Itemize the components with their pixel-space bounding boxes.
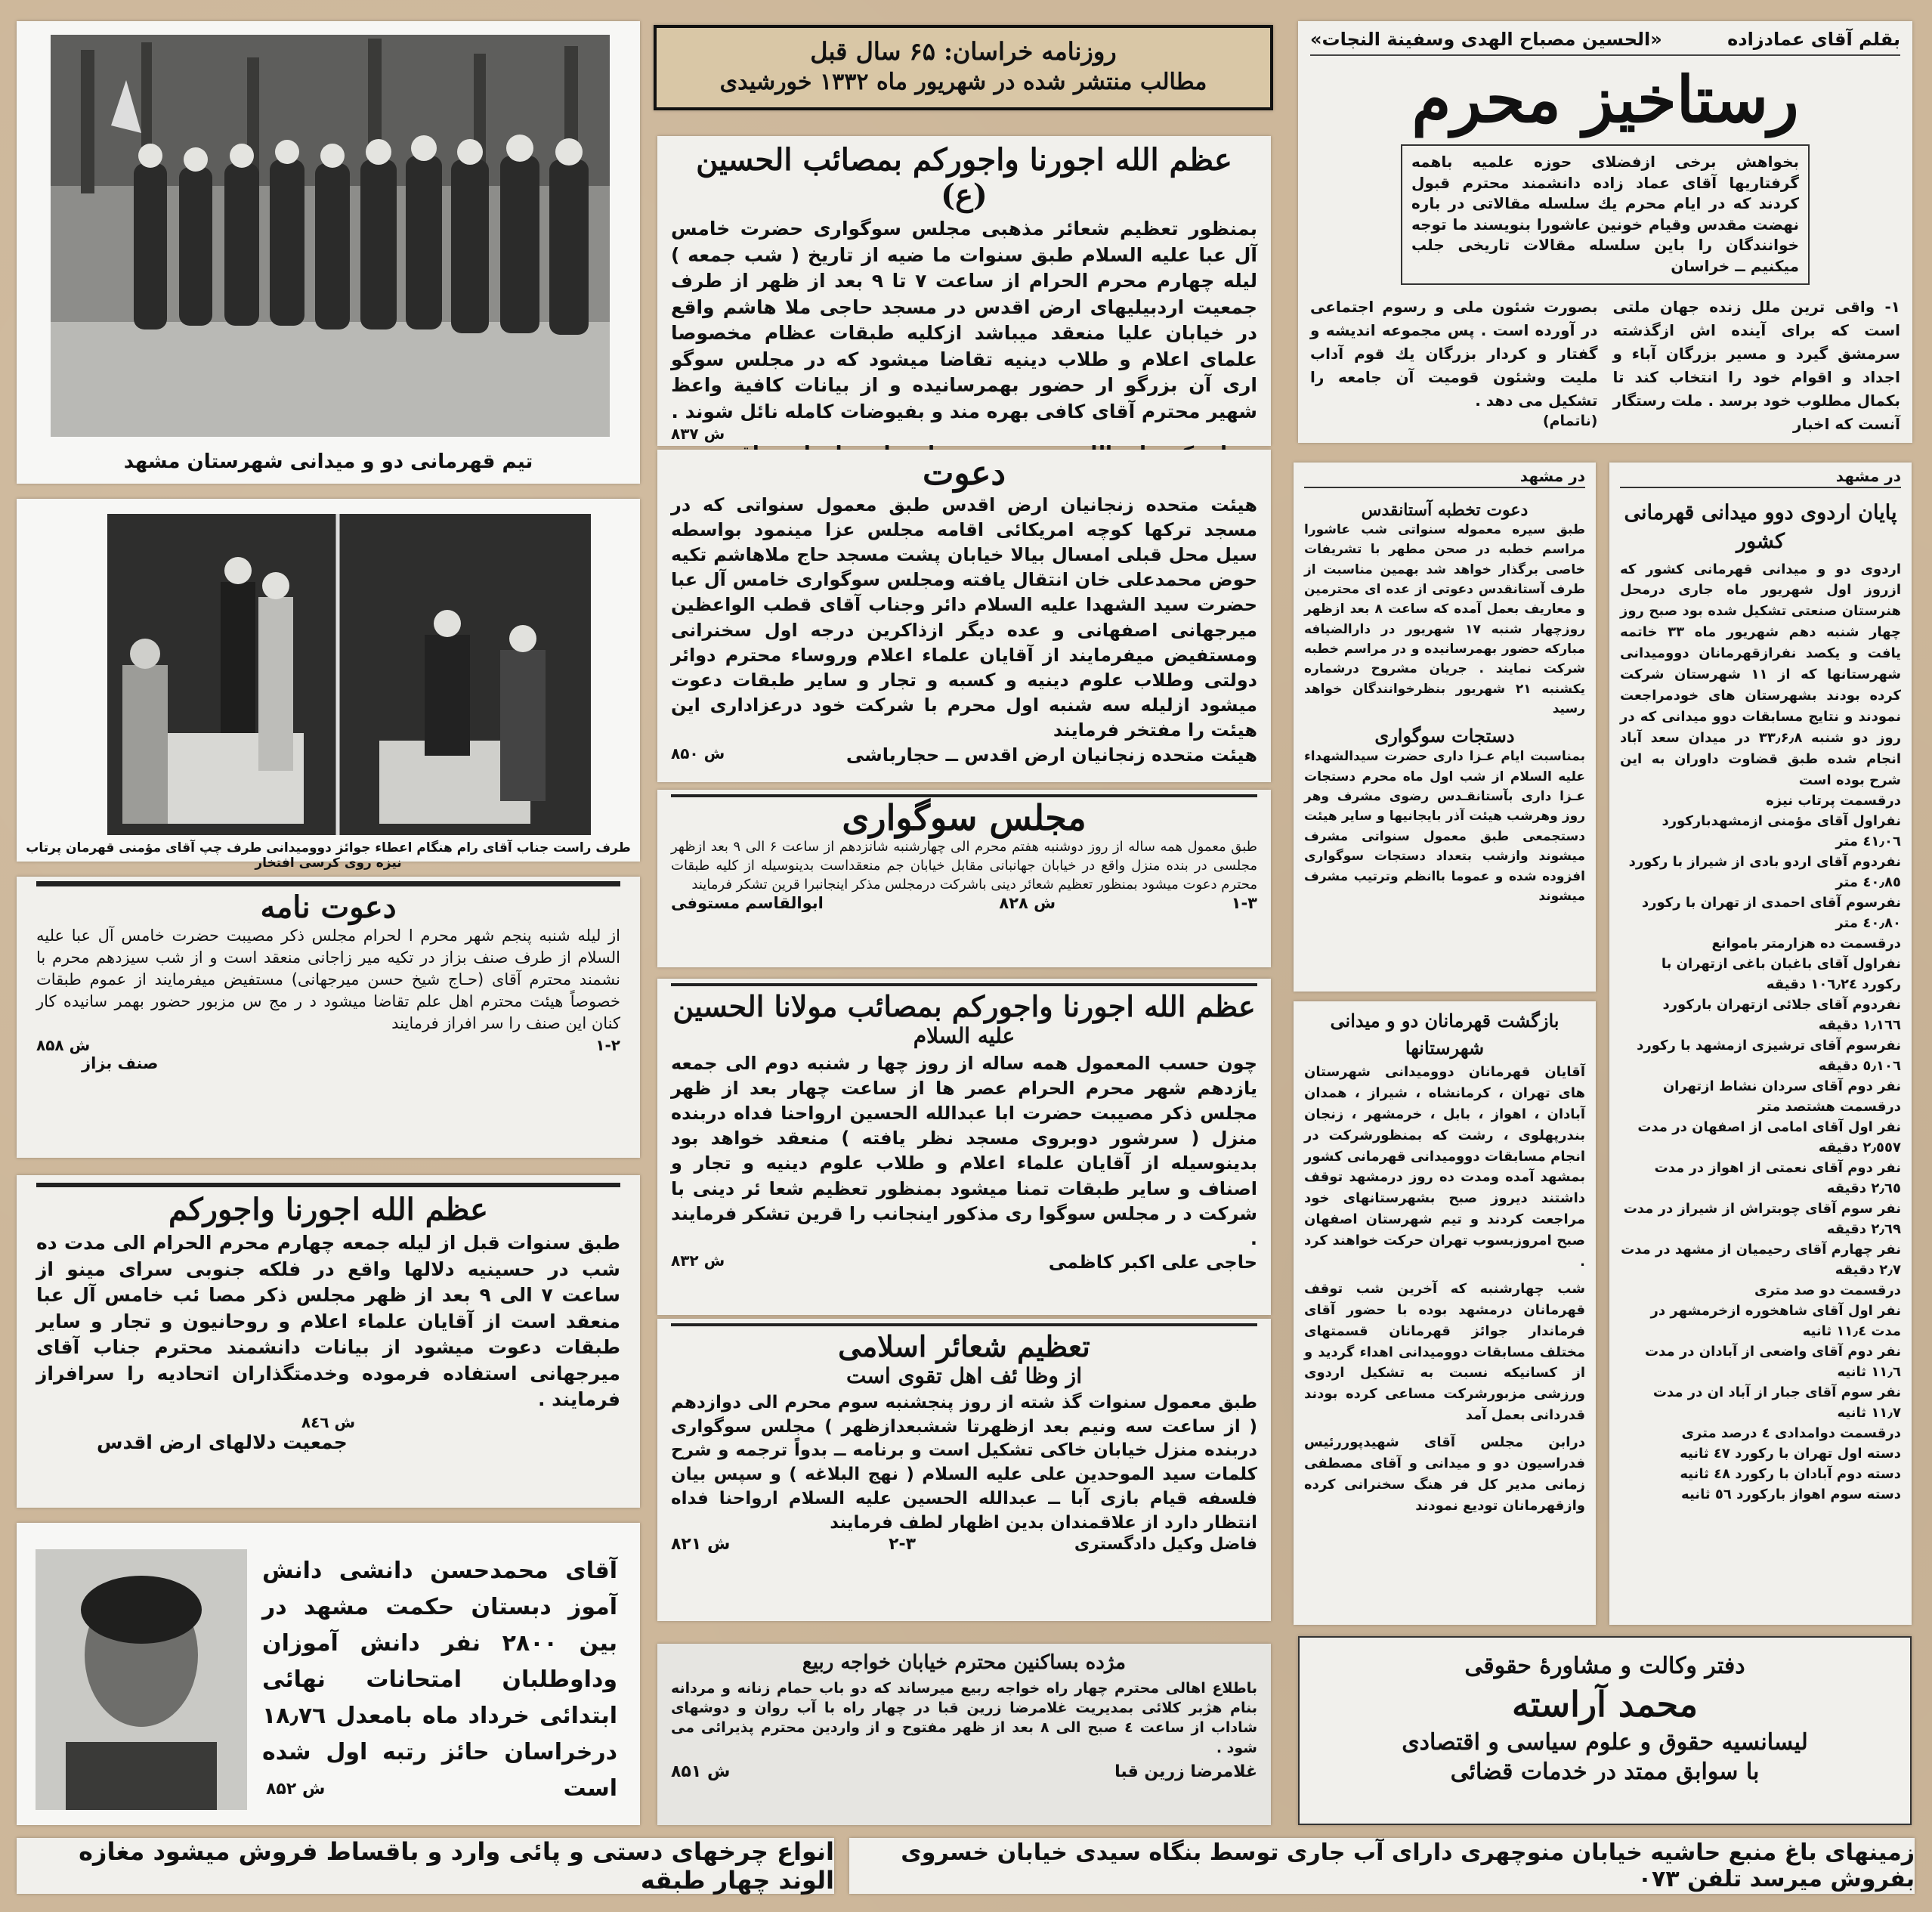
- ad8-clip: [17, 1175, 640, 1508]
- rastakhiz-col-left: بصورت شئون ملی و رسوم اجتماعی در آورده است . پس مجموعه اندیشه و گفتار و کردار بزرگان یك قوم آداب ملیت وشئون قومیت آن جامعه را تشکیل می دهد .: [1310, 297, 1598, 410]
- result-line: درقسمت هشتصد متر: [1757, 1099, 1901, 1115]
- result-line: نفراول آقای باغبان باغی ازتهران با رکورد ١٠٦٫٢٤ دقیقه: [1661, 956, 1901, 993]
- result-line: نفر اول آقای شاهخوره ازخرمشهر در مدت ١١٫٤ ثانیه: [1650, 1303, 1901, 1340]
- result-line: درقسمت دوامدادی ٤ درصد متری: [1681, 1425, 1901, 1442]
- law-title: دفتر وکالت و مشاورهٔ حقوقی: [1464, 1653, 1745, 1679]
- law-line1: لیسانسیه حقوق و علوم سیاسی و اقتصادی: [1402, 1729, 1808, 1756]
- news-mid-title3: بازگشت قهرمانان دو و میدانی شهرستانها: [1330, 1010, 1560, 1059]
- photo1-caption: تیم قهرمانی دو و میدانی شهرستان مشهد: [123, 450, 533, 473]
- ad7-clip: [17, 877, 640, 1158]
- result-line: نفرسوم آقای ترشیزی ازمشهد با رکورد ٥٫١٠٦ دقیقه: [1637, 1038, 1901, 1075]
- result-line: نفر دوم آقای نعمتی از اهواز در مدت ٢٫٦٥ دقیقه: [1654, 1160, 1901, 1197]
- ad3-sig: ابوالقاسم مستوفی: [671, 894, 824, 913]
- result-line: نفر دوم آقای واضعی از آبادان در مدت ١١٫٦ ثانیه: [1645, 1344, 1901, 1381]
- result-line: درقسمت ده هزارمتر باموانع: [1711, 936, 1901, 952]
- ad7-code: ۱-۲: [595, 1035, 620, 1054]
- news-right-title: پایان اردوی دوو میدانی قهرمانی کشور: [1624, 501, 1897, 553]
- student-clip: [17, 1523, 640, 1825]
- ad5-subtitle: از وظا ئف اهل تقوی است: [846, 1363, 1082, 1388]
- strip-right: [849, 1838, 1915, 1894]
- team-photo-image: [51, 35, 610, 437]
- ad1-body: بمنظور تعظیم شعائر مذهبی مجلس سوگواری حضرت خامس آل عبا علیه السلام طبق سنوات ما ضیه از تاریخ ( شب جمعه ) لیله چهارم محرم الحرام از ساعت ۷ تا ۹ بعد از ظهر از طرف جمعیت اردبیلیهای ارض اقدس در مسجد حاجی ملا هاشم واقع در خیابان علیا منعقد میباشد ازکلیه طبقات عظام مخصوصا علمای اعلام و طلاب دینیه تقاضا میشود که در مجلس سوگو اری آن بزرگو ار حضور بهمرسانیده و از بیانات کافیة واعظ شهیر محترم آقای کافی بهره مند و بفیوضات کامله نائل شوند .: [671, 218, 1258, 422]
- header-box: [654, 25, 1273, 110]
- result-line: نفرسوم آقای احمدی از تهران با رکورد ٤٠٫٨٠ متر: [1641, 895, 1901, 932]
- student-photo-image: [36, 1549, 247, 1810]
- news-mid2-clip: [1294, 1001, 1596, 1625]
- ad3-title: مجلس سوگواری: [842, 797, 1087, 838]
- strip-left-text: انواع چرخهای دستی و پائی وارد و باقساط فروش میشود مغازه الوند چهار طبقه: [79, 1837, 834, 1895]
- rastakhiz-byline: بقلم آقای عمادزاده: [1727, 29, 1900, 50]
- news-mid-body5: درابن مجلس آقای شهیدپوررئیس فدراسیون دو و میدانی و آقای مصطفی زمانی مدیر کل فر هنگ سخنرانی کرده وازقهرمانان تودیع نمودند: [1304, 1434, 1585, 1514]
- news-mid-clip: [1294, 463, 1596, 992]
- ad7-title: دعوت نامه: [260, 889, 397, 925]
- ceremony-photo: [107, 514, 591, 835]
- ad1-title: عظم الله اجورنا واجورکم بمصائب الحسین (ع): [696, 142, 1232, 213]
- news-mid-title: دعوت تخطبه آستانقدس: [1361, 500, 1529, 520]
- ad4-sig: حاجی علی اکبر کاظمی: [1048, 1251, 1257, 1273]
- result-line: نفر دوم آقای سردان نشاط ازتهران: [1662, 1078, 1901, 1095]
- ad4-subtitle: علیه السلام: [913, 1023, 1015, 1048]
- ad2-sig: هیئت متحده زنجانیان ارض اقدس ــ حجارباشی: [845, 744, 1257, 766]
- ad7-body: از لیله شنبه پنجم شهر محرم ا لحرام مجلس ذکر مصیبت حضرت خامس آل عبا علیه السلام از طرف صنف بزاز در تکیه میر زاجانی منعقد است و از شب سیزدهم محرم با نشمند محترم آقای (حـاج شیخ حسن میرجهانی) مستفیض میفرمایند از عموم طبقات خصوصاً هیئت محترم اهل علم تقاضا میشود د ر مج س مزبور حضور بهمر سانیده کار کنان این صنف را سر افراز فرمایند: [36, 927, 620, 1032]
- header-line2: مطالب منتشر شده در شهریور ماه ۱۳۳۲ خورشیدی: [719, 69, 1207, 95]
- header-line1: روزنامه خراسان: ۶۵ سال قبل: [810, 37, 1117, 66]
- ad8-title: عظم الله اجورنا واجورکم: [168, 1192, 488, 1227]
- news-mid-body: طبق سیره معموله سنواتی شب عاشورا مراسم خطبه در صحن مطهر با تشریفات خاصی برگذار خواهد شد بهمین مناسبت از طرف آستانقدس دعوتی از عده ای محترمین و معاریف بعمل آمده که ساعت ۸ بعد ازظهر روزچهار شنبه ۱۷ شهریور در دارالضیافه مبارکه حضور بهمرسانیده و در مراسم خطبه شرکت نمایند . جریان مشروح درشماره یکشنبه ۲۱ شهریور بنظرخوانندگان خواهد رسید: [1304, 522, 1585, 717]
- ad8-body: طبق سنوات قبل از لیله جمعه چهارم محرم الحرام الی مدت ده شب در حسینیه دلالها واقع در فلکه جنوبی سرای مینو از ساعت ۷ الی ۹ بعد از ظهر مجلس ذکر مصا ئب خامس آل عبا منعقد است از آقایان علماء اعلام و روحانیون و تجار و سایر طبقات دعوت میشود از بیانات دانشمند محترم جناب آقای میرجهانی استفاده فرموده وخدمتگذاران اتحادیه را سرافراز فرمایند .: [36, 1232, 620, 1410]
- result-line: نفر سوم آقای چوبتراش از شیراز در مدت ٢٫٦٩ دقیقه: [1623, 1201, 1901, 1238]
- ad2-body: هیئت متحده زنجانیان ارض اقدس طبق معمول سنواتی که در مسجد ترکها کوچه امریکائی اقامه مجلس عزا مینمود بواسطه سیل محل قبلی امسال بیالا خیابان پشت مسجد حاج ملاهاشم تکیه حوض محمدعلی خان انتقال یافته ومجلس سوگواری خامس آل عبا حضرت سید الشهدا علیه السلام دائر وجناب آقای قطب الواعظین میرجهانی اصفهانی و عده دیگر ازذاکرین درجه اول سخنرانی ومستفیض میفرمایند از آقایان علماء اعلام وروساء محترم دوائر دولتی وطلاب علوم دینیه و کسبه و تجار و سایر طبقات دعوت میشود ازلیله سه شنبه اول محرم با شرکت خود درعزاداری این هیئت را مفتخر فرمایند: [671, 494, 1257, 741]
- ad1-clip: [657, 136, 1271, 446]
- photo1-clip: [17, 21, 640, 484]
- ad1-num: ش ۸۳۷: [671, 425, 725, 443]
- ad4-num: ش ۸۳۲: [671, 1251, 725, 1270]
- ad6-num: ش ۸۵۱: [671, 1762, 731, 1781]
- ceremony-photo-image: [107, 514, 591, 835]
- rastakhiz-title: رستاخیز محرم: [1411, 62, 1799, 137]
- team-photo: [51, 35, 610, 437]
- news-mid-section: در مشهد: [1304, 467, 1585, 488]
- news-right-intro: اردوی دو و میدانی قهرمانی کشور که ازروز اول شهریور ماه جاری درمحل هنرستان صنعتی تشکیل شده بود صبح روز چهار شنبه دهم شهریور ماه ۳۳ خاتمه یافت و یکصد نفرازقهرمانان دوومیدانی شهرستانها که از ۱۱ شهرستان شرکت کرده بودند بشهرستان های خودمراجعت نمودند و نتایج مسابقات دوو میدانی که در روز دو شنبه ۳۳٫۶٫۸ در میدان سعد آباد انجام شده طبق قضاوت داوران به این شرح بوده است: [1620, 561, 1902, 788]
- ad2-title: دعوت: [923, 454, 1006, 493]
- ad5-sig: فاضل وکیل دادگستری: [1074, 1535, 1257, 1555]
- rastakhiz-intro-box: [1401, 144, 1810, 285]
- ad3-code: ۱-۳: [1231, 894, 1257, 913]
- result-line: نفردوم آقای جلائی ازتهران بارکورد ١٫١٦٦ دقیقه: [1662, 997, 1901, 1034]
- result-line: درقسمت دو صد متری: [1754, 1282, 1901, 1299]
- law-name: محمد آراسته: [1512, 1684, 1698, 1725]
- ad4-clip: [657, 979, 1271, 1315]
- ad4-title: عظم الله اجورنا واجورکم بمصائب مولانا الحسین: [672, 989, 1256, 1023]
- rastakhiz-quote: «الحسین مصباح الهدی وسفینة النجات»: [1310, 29, 1662, 50]
- rastakhiz-article: [1298, 21, 1912, 443]
- ad6-clip: [657, 1644, 1271, 1825]
- ad-law-clip: [1298, 1636, 1912, 1825]
- result-line: دسته سوم اهواز بارکورد ٥٦ ثانیه: [1681, 1487, 1901, 1503]
- ad5-num: ش ۸۲۱: [671, 1535, 731, 1555]
- news-right-section: در مشهد: [1620, 467, 1901, 488]
- rastakhiz-col-right: ۱- واقی ترین ملل زنده جهان ملتی است که برای آینده اش ازگذشته سرمشق گیرد و مسیر بزرگان آباء و اجداد و اقوام خود را انتخاب کند تا بکمال مطلوب خود برسد . ملت رستگار آنست که اخبار: [1612, 297, 1900, 433]
- student-num: ش ۸۵۲: [266, 1780, 326, 1799]
- news-mid-body2: بمناسبت ایام عـزا داری حضرت سیدالشهداء علیه السلام از شب اول ماه محرم دستجات عـزا داری بآستانقـدس رضوی مشرف وهر روز وهرشب هیئت آذر بایجانیها و سایر هیئت دستجمعی طبق معمول سنواتی مشرف میشوند وازشب بتعداد دستجات سوگواری افزوده شده و عموما باانظم وترتیب مشرف میشوند: [1304, 749, 1585, 904]
- ad7-sig: صنف بزاز: [82, 1053, 159, 1072]
- law-line2: با سوابق ممتد در خدمات قضائی: [1450, 1759, 1760, 1785]
- student-body: آقای محمدحسن دانشی دانش آموز دبستان حکمت مشهد در بین ۲۸۰۰ نفر دانش آموزان وداوطلبان امتحانات نهائی ابتدائی خرداد ماه بامعدل ۱۸٫۷٦ درخراسان حائز رتبه اول شده است: [262, 1558, 618, 1802]
- ad7-num: ش ۸۵۸: [36, 1035, 91, 1054]
- news-mid-title2: دستجات سوگواری: [1374, 725, 1515, 747]
- result-line: دسته اول تهران با رکورد ٤٧ ثانیه: [1680, 1446, 1901, 1462]
- ad3-clip: [657, 790, 1271, 967]
- photo2-clip: [17, 499, 640, 871]
- ad3-num: ش ۸۲۸: [999, 894, 1056, 913]
- result-line: نفر چهارم آقای رحیمیان از مشهد در مدت ٢٫٧ دقیقه: [1621, 1242, 1901, 1279]
- ad5-clip: [657, 1319, 1271, 1621]
- ad8-num: ش ۸٤٦: [301, 1412, 356, 1431]
- result-line: نفر اول آقای امامی از اصفهان در مدت ٢٫٥٥٧ دقیقه: [1637, 1119, 1901, 1156]
- rastakhiz-end: (ناتمام): [1542, 412, 1598, 429]
- results-list: [1620, 790, 1901, 1505]
- student-photo: [36, 1549, 247, 1810]
- ad8-sig: جمعیت دلالهای ارض اقدس: [97, 1431, 348, 1453]
- strip-right-text: زمینهای باغ منبع حاشیه خیابان منوچهری دارای آب جاری توسط بنگاه سیدی خیابان خسروی بفروش میرسد تلفن ۰۷۳: [901, 1839, 1915, 1892]
- ad6-sig: غلامرضا زرین قبا: [1114, 1762, 1257, 1781]
- ad5-code: ۲-۳: [889, 1535, 917, 1555]
- ad2-clip: [657, 450, 1271, 782]
- ad5-title: تعظیم شعائر اسلامی: [838, 1329, 1090, 1363]
- news-mid-body3: آقایان قهرمانان دوومیدانی شهرستان های تهران ، کرمانشاه ، شیراز ، همدان آبادان ، اهواز ، بابل ، خرمشهر ، زنجان بندرپهلوی ، رشت که بمنظورشرکت در انجام مسابقات دوومیدانی قهرمانی کشور بمشهد آمده ومدت ده روز درمشهد توقف داشتند دیروز صبح بشهرستانهای خود مراجعت کردند و تیم شهرستان اصفهان صبح امروزبسوب تهران حرکت خواهند کرد .: [1304, 1064, 1585, 1270]
- result-line: نفراول آقای مؤمنی ازمشهدبارکورد ٤١٫٠٦ متر: [1662, 813, 1901, 850]
- news-mid-body4: شب چهارشنبه که آخرین شب توقف قهرمانان درمشهد بوده با حضور آقای فرماندار جوائز قهرمانان قسمتهای مختلف مسابقات دوومیدانی اهداء گردید و از کسانیکه نسبت به تشکیل اردوی ورزشی مزبورشرکت مساعی کرده بودند قدردانی بعمل آمد: [1304, 1280, 1585, 1424]
- ad3-body: طبق معمول همه ساله از روز دوشنبه هفتم محرم الی چهارشنبه شانزدهم از ساعت ۶ الی ۹ بعد ازظهر مجلسی در بنده منزل واقع در خیابان جهانبانی مقابل خیابان جم منعقداست بدینوسیله از کلیه طبقات محترم دعوت میشود بمنظور تعظیم شعائر دینی باشرکت درمجلس مذکر اینجانبرا قرین تشکر فرمایند: [671, 839, 1257, 893]
- photo2-caption: طرف راست جناب آقای رام هنگام اعطاء جوائز دوومیدانی طرف چپ آقای مؤمنی قهرمان پرتاب نیزه روی کرسی افتخار: [26, 840, 631, 871]
- result-line: درقسمت پرتاب نیزه: [1766, 793, 1901, 809]
- rastakhiz-intro: بخواهش برخی ازفضلای حوزه علمیه باهمه گرفتاریها آقای عماد زاده دانشمند محترم قبول کردند که در ایام محرم یك سلسله مقالاتی در باره نهضت مقدس وقیام خونین عاشورا بنویسند ما توجه خوانندگان را باین سلسله مقالات تاریخی جلب میکنیم ــ خراسان: [1411, 153, 1799, 275]
- result-line: نفر سوم آقای جبار از آباد ان در مدت ١١٫٧ ثانیه: [1652, 1384, 1901, 1422]
- news-right-clip: [1609, 463, 1912, 1625]
- ad5-body: طبق معمول سنوات گذ شته از روز پنجشنبه سوم محرم الی دوازدهم ( از ساعت سه ونیم بعد ازظهرتا ششبعدازظهر ) مجلس سوگواری دربنده منزل خیابان خاکی تشکیل است و برنامه ــ بدواً ترجمه و شرح کلمات سید الموحدین علی علیه السلام ( نهج البلاغه ) و سپس بیان فلسفه قیام بازی آبا ــ عبدالله الحسین علیه السلام ارواحنا فداه انتظار دارد از علاقمندان بدین اظهار لطف فرمایند: [671, 1393, 1257, 1533]
- strip-left: [17, 1838, 834, 1894]
- result-line: نفردوم آقای اردو بادی از شیراز با رکورد ٤٠٫٨٥ متر: [1628, 854, 1901, 891]
- ad4-body: چون حسب المعمول همه ساله از روز چها ر شنبه دوم الی جمعه یازدهم شهر محرم الحرام عصر ها از ساعت چهار بعد از ظهر مجلس ذکر مصیبت حضرت ابا عبدالله الحسین ارواحنا فداه دربنده منزل ( سرشور دوبروی مسجد نظر یافته ) منعقد خواهد بود بدینوسیله از آقایان علماء اعلام و طلاب علوم دینیه و تجار و اصناف و سایر طبقات تمنا میشود بمنظور تعظیم شعا ئر دینی با شرکت د ر مجلس سوگوا ری مذکور اینجانب را قرین تشکر فرمایند .: [671, 1053, 1257, 1249]
- ad2-num: ش ۸۵۰: [671, 744, 725, 763]
- ad6-title: مژده بساکنین محترم خیابان خواجه ربیع: [802, 1651, 1127, 1674]
- ad6-body: باطلاع اهالی محترم چهار راه خواجه ربیع میرساند که دو باب حمام زنانه و مردانه بنام هژبر کلائی بمدیریت غلامرضا زرین قبا در چهار راه با آب روان و دوشهای شاداب از ساعت ٤ صبح الی ۸ بعد از ظهر مفتوح و از واردین محترم پذیرائی می شود .: [671, 1680, 1258, 1756]
- result-line: دسته دوم آبادان با رکورد ٤٨ ثانیه: [1680, 1466, 1901, 1483]
